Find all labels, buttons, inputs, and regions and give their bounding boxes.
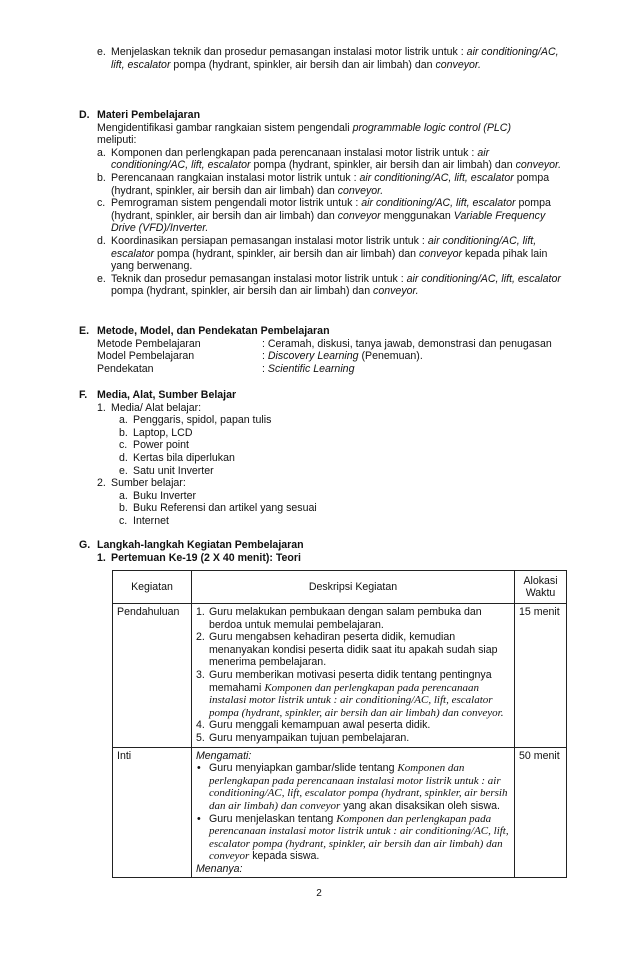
section-e-title: Metode, Model, dan Pendekatan Pembelajaran <box>97 325 330 337</box>
media-group: 1. Media/ Alat belajar: <box>97 401 202 414</box>
waktu-pendahuluan: 15 menit <box>515 604 567 748</box>
section-g-title: Langkah-langkah Kegiatan Pembelajaran <box>97 539 304 551</box>
pendekatan-row: Pendekatan : Scientific Learning <box>97 362 355 375</box>
list-item: 1. Guru melakukan pembukaan dengan salam pembuka dan berdoa untuk memulai pembelajaran. <box>195 606 482 631</box>
section-d-heading: D. <box>79 109 90 121</box>
menanya-label: Menanya: <box>195 862 243 875</box>
table-header-row <box>113 571 567 604</box>
kegiatan-pendahuluan: Pendahuluan <box>113 604 192 748</box>
kegiatan-table <box>112 570 567 878</box>
list-item: • Guru menjelaskan tentang Komponen dan perlengkapan pada perencanaan instalasi motor listrik untuk : air conditioning/AC, lift, escalator pompa (hydrant, spinkler, air bersih dan air limbah) dan conveyor kepada siswa. <box>196 812 509 863</box>
model-row: Model Pembelajaran : Discovery Learning (Penemuan). <box>97 350 423 363</box>
section-d-intro: Mengidentifikasi gambar rangkaian sistem pengendali programmable logic control (PLC) meliputi: <box>97 121 511 147</box>
header-alokasi: Alokasi Waktu <box>515 571 567 604</box>
list-item: 5. Guru menyampaikan tujuan pembelajaran. <box>195 731 410 744</box>
deskripsi-inti <box>191 747 514 878</box>
bullet-icon: • <box>196 762 201 775</box>
section-d-title: Materi Pembelajaran <box>97 109 201 121</box>
materi-item-e: e. Teknik dan prosedur pemasangan instalasi motor listrik untuk : air conditioning/AC, lift, escalator pompa (hydrant, spinkler, air bersih dan air limbah) dan conveyor. <box>97 272 561 298</box>
section-f-title: Media, Alat, Sumber Belajar <box>97 389 237 401</box>
materi-item-a: a. Komponen dan perlengkapan pada perencanaan instalasi motor listrik untuk : air conditioning/AC, lift, escalator pompa (hydrant, spinkler, air bersih dan air limbah) dan conveyor. <box>97 146 562 172</box>
section-e <box>97 325 577 375</box>
section-e-heading: E. <box>79 325 90 337</box>
media-item: c. Power point <box>119 439 189 452</box>
page-number: 2 <box>316 888 322 899</box>
media-item: d. Kertas bila diperlukan <box>119 451 235 464</box>
section-d <box>97 109 567 298</box>
media-item: e. Satu unit Inverter <box>119 464 214 477</box>
mengamati-label: Mengamati: <box>195 749 252 762</box>
list-item: • Guru menyiapkan gambar/slide tentang Komponen dan perlengkapan pada perencanaan instalasi motor listrik untuk : air conditioning/AC, lift, escalator pompa (hydrant, spinkler, air bersih dan air limbah) dan conveyor yang akan disaksikan oleh siswa. <box>196 762 508 812</box>
section-f <box>97 389 567 528</box>
pertemuan-title: 1. Pertemuan Ke-19 (2 X 40 menit): Teori <box>97 551 301 564</box>
header-deskripsi: Deskripsi Kegiatan <box>191 571 514 604</box>
list-item: 2. Guru mengabsen kehadiran peserta didik, kemudian menanyakan kondisi peserta didik saat itu apakah sudah siap menerima pembelajaran. <box>195 631 498 669</box>
materi-item-b: b. Perencanaan rangkaian instalasi motor listrik untuk : air conditioning/AC, lift, escalator pompa (hydrant, spinkler, air bersih dan air limbah) dan conveyor. <box>97 171 550 197</box>
deskripsi-pendahuluan <box>191 604 514 748</box>
section-f-heading: F. <box>79 389 88 401</box>
media-item: a. Penggaris, spidol, papan tulis <box>119 414 272 427</box>
section-g <box>97 539 567 564</box>
list-item: 3. Guru memberikan motivasi peserta didik tentang pentingnya memahami Komponen dan perlengkapan pada perencanaan instalasi motor listrik untuk : air conditioning/AC, lift, escalator pompa (hydrant, spinkler, air bersih dan air limbah) dan conveyor. <box>195 668 504 719</box>
sumber-item: a. Buku Inverter <box>119 489 197 502</box>
table-row <box>113 747 567 878</box>
header-kegiatan: Kegiatan <box>113 571 192 604</box>
sumber-item: c. Internet <box>119 514 169 527</box>
media-item: b. Laptop, LCD <box>119 426 193 439</box>
objective-item-e: e. Menjelaskan teknik dan prosedur pemasangan instalasi motor listrik untuk : air conditioning/AC, lift, escalator pompa (hydrant, spinkler, air bersih dan air limbah) dan conveyor. <box>97 46 559 71</box>
waktu-inti: 50 menit <box>515 747 567 878</box>
metode-row: Metode Pembelajaran : Ceramah, diskusi, tanya jawab, demonstrasi dan penugasan <box>97 337 552 350</box>
section-g-heading: G. <box>79 539 91 551</box>
materi-item-c: c. Pemrograman sistem pengendali motor listrik untuk : air conditioning/AC, lift, escalator pompa (hydrant, spinkler, air bersih dan air limbah) dan conveyor menggunakan Variable Frequency Drive (VFD)/Inverter. <box>97 197 551 235</box>
list-item: 4. Guru menggali kemampuan awal peserta didik. <box>195 719 431 732</box>
table-row <box>113 604 567 748</box>
sumber-item: b. Buku Referensi dan artikel yang sesuai <box>119 502 317 515</box>
sumber-group: 2. Sumber belajar: <box>97 477 186 490</box>
materi-item-d: d. Koordinasikan persiapan pemasangan instalasi motor listrik untuk : air conditioning/AC, lift, escalator pompa (hydrant, spinkler, air bersih dan air limbah) dan conveyor kepada pihak lain yang berwenang. <box>97 234 548 273</box>
bullet-icon: • <box>196 812 201 825</box>
kegiatan-inti: Inti <box>113 747 192 878</box>
